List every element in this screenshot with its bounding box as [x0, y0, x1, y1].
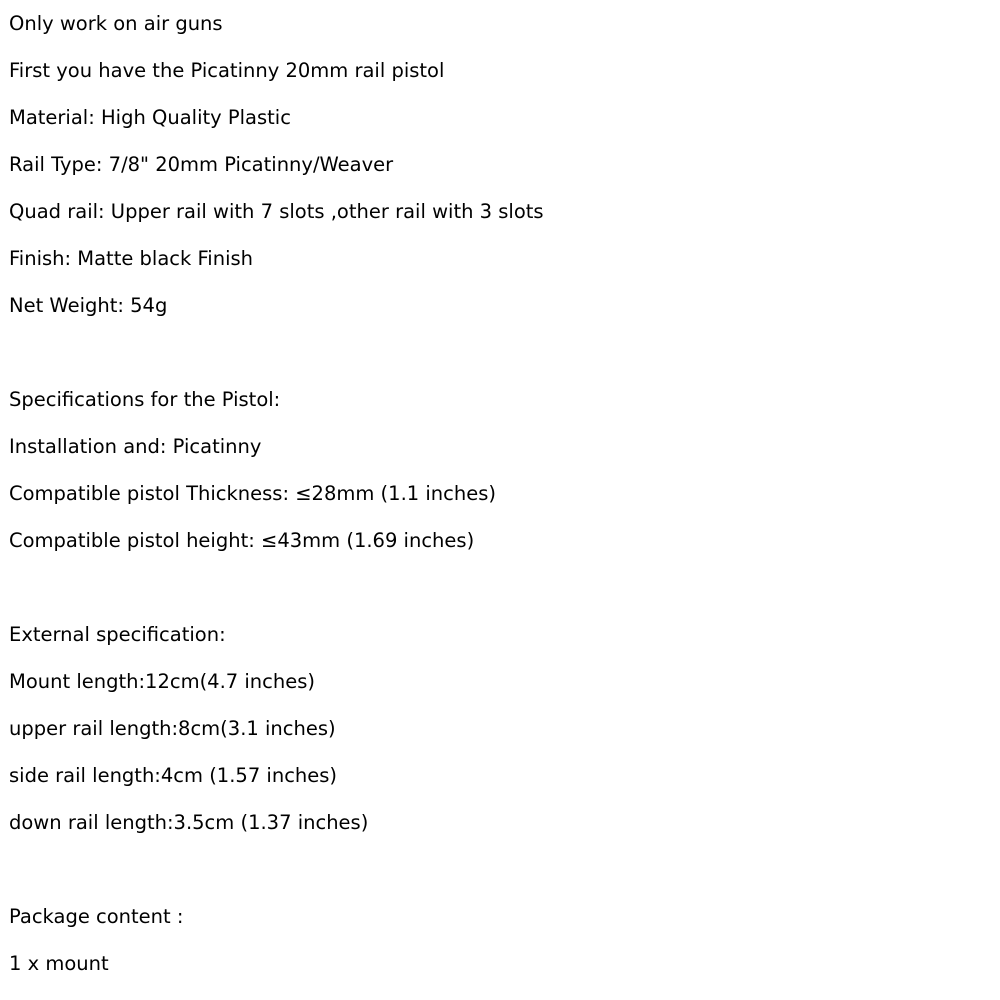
text-line-pistol-thickness: Compatible pistol Thickness: ≤28mm (1.1 inches) — [9, 482, 496, 505]
text-line-finish: Finish: Matte black Finish — [9, 247, 254, 270]
text-line-pistol-height: Compatible pistol height: ≤43mm (1.69 inches) — [9, 529, 475, 552]
text-line-rail-type: Rail Type: 7/8" 20mm Picatinny/Weaver — [9, 153, 394, 176]
section-heading-external-specs: External specification: — [9, 623, 226, 646]
text-line-material: Material: High Quality Plastic — [9, 106, 291, 129]
blank-line — [9, 329, 989, 376]
blank-line — [9, 846, 989, 893]
text-line-mount-length: Mount length:12cm(4.7 inches) — [9, 670, 316, 693]
text-line-upper-rail-length: upper rail length:8cm(3.1 inches) — [9, 717, 336, 740]
text-line-package-item: 1 x mount — [9, 952, 109, 975]
text-line-net-weight: Net Weight: 54g — [9, 294, 168, 317]
section-heading-package-content: Package content : — [9, 905, 184, 928]
product-description — [9, 0, 989, 987]
text-line-down-rail-length: down rail length:3.5cm (1.37 inches) — [9, 811, 369, 834]
text-line-quad-rail: Quad rail: Upper rail with 7 slots ,other rail with 3 slots — [9, 200, 544, 223]
section-heading-pistol-specs: Specifications for the Pistol: — [9, 388, 281, 411]
text-line-intro: First you have the Picatinny 20mm rail pistol — [9, 59, 445, 82]
text-line-air-guns: Only work on air guns — [9, 12, 223, 35]
text-line-installation: Installation and: Picatinny — [9, 435, 262, 458]
text-line-side-rail-length: side rail length:4cm (1.57 inches) — [9, 764, 338, 787]
blank-line — [9, 564, 989, 611]
